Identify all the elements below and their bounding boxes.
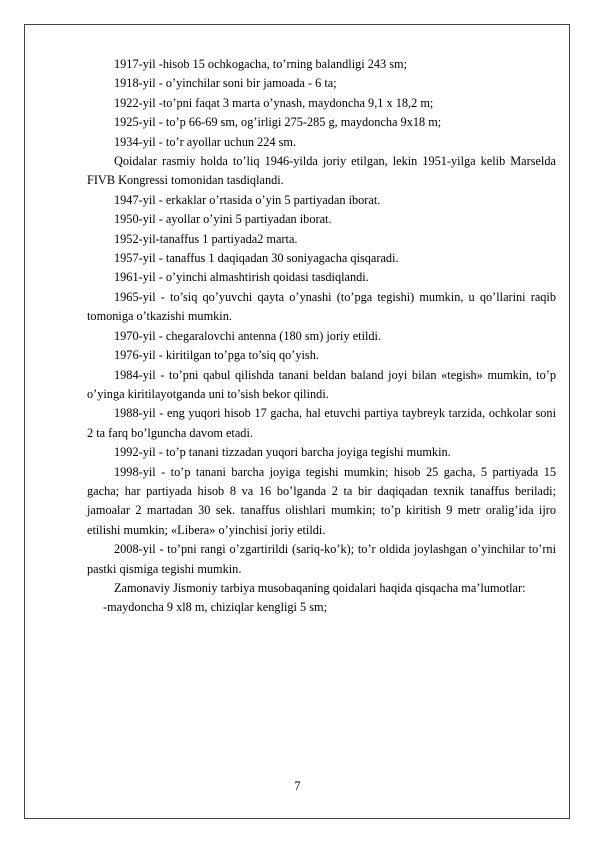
- paragraph-1992: 1992-yil - to’p tanani tizzadan yuqori barcha joyiga tegishi mumkin.: [114, 445, 451, 460]
- paragraph-1970: 1970-yil - chegaralovchi antenna (180 sm) joriy etildi.: [114, 328, 382, 343]
- paragraph-1925: 1925-yil - to’p 66-69 sm, og’irligi 275-285 g, maydoncha 9x18 m;: [114, 115, 442, 130]
- paragraph-rules-official: Qoidalar rasmiy holda to’liq 1946-yilda joriy etilgan, lekin 1951-yilga kelib Marselda FIVB Kongressi tomonidan tasdiqlandi.: [87, 154, 556, 188]
- paragraph-1998: 1998-yil - to’p tanani barcha joyiga tegishi mumkin; hisob 25 gacha, 5 partiyada 15 gacha; har partiyada hisob 8 va 16 bo’lganda 2 ta bir daqiqadan texnik tanaffus beriladi; jamoalar 2 martadan 30 sek. tanaffus olishlari mumkin; to’p kiritish 9 metr oralig’ida ijro etilishi mumkin; «Libera» o’yinchisi joriy etildi.: [87, 464, 556, 537]
- paragraph-1988: 1988-yil - eng yuqori hisob 17 gacha, hal etuvchi partiya taybreyk tarzida, ochkolar soni 2 ta farq bo’lguncha davom etadi.: [87, 406, 556, 440]
- paragraph-1976: 1976-yil - kiritilgan to’pga to’siq qo’yish.: [114, 348, 319, 363]
- paragraph-1984: 1984-yil - to’pni qabul qilishda tanani beldan baland joyi bilan «tegish» mumkin, to’p o’yinga kiritilayotganda uni to’sish bekor qilindi.: [87, 367, 556, 401]
- document-body: [87, 55, 556, 618]
- paragraph-1957: 1957-yil - tanaffus 1 daqiqadan 30 soniyagacha qisqaradi.: [114, 251, 399, 266]
- paragraph-1922: 1922-yil -to’pni faqat 3 marta o’ynash, maydoncha 9,1 x 18,2 m;: [114, 95, 434, 110]
- paragraph-1961: 1961-yil - o’yinchi almashtirish qoidasi tasdiqlandi.: [114, 270, 369, 285]
- page-number: 7: [294, 779, 301, 793]
- paragraph-1950: 1950-yil - ayollar o’yini 5 partiyadan iborat.: [114, 212, 332, 227]
- paragraph-1947: 1947-yil - erkaklar o’rtasida o’yin 5 partiyadan iborat.: [114, 192, 381, 207]
- paragraph-modern-rules: Zamonaviy Jismoniy tarbiya musobaqaning qoidalari haqida qisqacha ma’lumotlar:: [114, 580, 526, 595]
- paragraph-2008: 2008-yil - to’pni rangi o’zgartirildi (sariq-ko’k); to’r oldida joylashgan o’yinchilar to’rni pastki qismiga tegishi mumkin.: [87, 542, 556, 576]
- paragraph-1965: 1965-yil - to’siq qo’yuvchi qayta o’ynashi (to’pga tegishi) mumkin, u qo’llarini raqib tomoniga o’tkazishi mumkin.: [87, 289, 556, 324]
- paragraph-1917: 1917-yil -hisob 15 ochkogacha, to’rning balandligi 243 sm;: [114, 57, 408, 71]
- paragraph-1934: 1934-yil - to’r ayollar uchun 224 sm.: [114, 134, 297, 149]
- list-item-court-size: -maydoncha 9 xl8 m, chiziqlar kengligi 5 sm;: [103, 600, 328, 615]
- paragraph-1952: 1952-yil-tanaffus 1 partiyada2 marta.: [114, 231, 298, 246]
- paragraph-1918: 1918-yil - o’yinchilar soni bir jamoada - 6 ta;: [114, 76, 337, 91]
